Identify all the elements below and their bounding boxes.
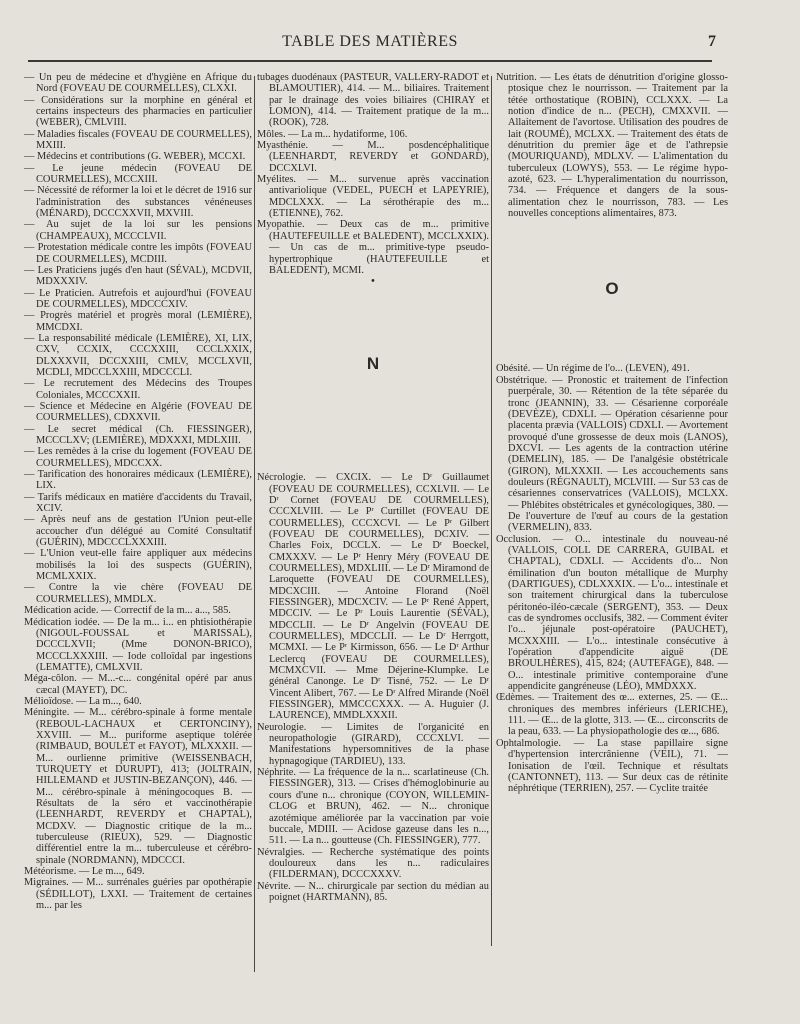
index-entry: Mélioïdose. — La m..., 640. [24,695,142,707]
index-entry: tubages duodénaux (PASTEUR, VALLERY-RADOT et BLAMOUTIER), 414. — M... biliaires. Traitement par le drainage des voies biliaires (CHIRAY et LOMON), 414. — Traitement pratique de la m... (ROOK), 728. [257,72,489,129]
index-entry: Migraines. — M... surrénales guéries par opothérapie (SÉDILLOT), LXXI. — Traitement de certaines m... par les [24,877,252,912]
index-entry: Méningite. — M... cérébro-spinale à forme mentale (REBOUL-LACHAUX et CERTONCINY), XXVIII. — M... puriforme aseptique tolérée (RIMBAUD, BOULET et FAYOT), MLXXXII. — M... ourlienne primitive (WEISSENBACH, TURQUETY et DURUPT), 413; (JOLTRAIN, HILLEMAND et JUSTIN-BEZANÇON), 446. — M... cérébro-spinale à méningocoques B. — Résultats de la séro et vaccinothérapie (LEENHARDT, REVERDY et CHAPTAL), MCDXV. — Diagnostic critique de la m... tuberculeuse (RIEUX), 529. — Diagnostic différentiel entre la m... tuberculeuse et cérébro-spinale (NORDMANN), MDCCCI. [24,707,252,866]
column-divider [491,76,492,946]
index-entry: — Science et Médecine en Algérie (FOVEAU DE COURMELLES), CDXXVII. [24,400,252,424]
section-letter: O [605,279,619,299]
index-entry: — Le jeune médecin (FOVEAU DE COURMELLES), MCCXIII. [24,162,252,186]
section-letter: N [366,354,380,374]
index-entry: — Le Praticien. Autrefois et aujourd'hui (FOVEAU DE COURMELLES), MDCCCXIV. [24,287,252,310]
column-2 [257,72,489,1012]
index-entry: — Le recrutement des Médecins des Troupes Coloniales, MCCCXXII. [24,378,252,401]
index-entry: Myopathie. — Deux cas de m... primitive (HAUTEFEUILLE et BALEDENT), MCCLXXIX). — Un cas de m... primitive-type pseudo-hypertrophique (HAUTEFEUILLE et BALEDENT), MCMI. [257,219,489,276]
index-entry: Ophtalmologie. — La stase papillaire signe d'hypertension intercrânienne (VEIL), 71. — Ionisation de l'œil. Technique et résultats (CANTONNET), 113. — Sur deux cas de rétinite néphrétique (TERRIEN), 257. — Cyclite traitée [496,737,728,795]
page-title: TABLE DES MATIÈRES [282,33,458,50]
index-entry: — Contre la vie chère (FOVEAU DE COURMELLES), MMDLX. [24,582,252,605]
index-entry: — Le secret médical (Ch. FIESSINGER), MCCCLXV; (LEMIÈRE), MDXXXI, MDLXIII. [24,423,252,446]
index-entry: Médication iodée. — De la m... i... en phtisiothérapie (NIGOUL-FOUSSAL et MARISSAL), DCCCLXVII; (Mme DONON-BRICO), MCCCLXXXIII. — Iode colloïdal par ingestions (LEMATTE), CMLXVII. [24,616,252,673]
page-header [28,30,716,62]
index-entry: Névralgies. — Recherche systématique des points douloureux dans les n... radiculaires (FILDERMAN), DCCCXXXV. [257,846,489,881]
index-entry: — L'Union veut-elle faire appliquer aux médecins mobilisés la loi des suspects (GUÉRIN), MCMLXXIX. [24,548,252,583]
index-entry: Neurologie. — Limites de l'organicité en neuropathologie (GIRARD), CCCXLVI. — Manifestations hypersomnitives de la phase hypnagogique (TARDIEU), 133. [257,721,489,767]
index-entry: — Après neuf ans de gestation l'Union peut-elle accoucher d'un délégué au Comité Consultatif (GUÉRIN), MDCCCLXXXIII. [24,514,252,549]
index-entry: Météorisme. — Le m..., 649. [24,866,145,878]
index-entry: — Médecins et contributions (G. WEBER), MCCXI. [24,151,246,163]
index-entry: Obstétrique. — Pronostic et traitement de l'infection puerpérale, 30. — Rétention de la tête séparée du tronc (JEANNIN), 33. — Césarienne corporéale (DEVÈZE), CDXLI. — Opération césarienne pour placenta prævia (VALLOIS) CDXLI. — Avortement provoqué d'une grossesse de deux mois (LANOS), DXCVI. — Les agents de la contraction utérine (DEMELIN), 185. — De l'analgésie obstétricale (GIRON), MLXXXII. — Les accouchements sans douleurs (RÉGNAULT), MCLVIII. — Sur 53 cas de césariennes conservatrices (VALLOIS), MCLXX. — Phlébites obstétricales et gynécologiques, 380. — De l'ouverture de l'œuf au cours de la gestation (VERMELIN), 833. [496,374,728,534]
index-entry: Myasthénie. — M... posdencéphalitique (LEENHARDT, REVERDY et GONDARD), DCCXLVI. [257,140,489,174]
index-entry: — Maladies fiscales (FOVEAU DE COURMELLES), MXIII. [24,128,252,152]
index-entry: Nutrition. — Les états de dénutrition d'origine glosso-ptosique chez le nourrisson. — Traitement par la tétée orthostatique (ROBIN), CCLXXX. — La notion d'indice de n... (PECH), CMXXVII. — Allaitement de l'avortose. Utilisation des poudres de lait (ROUMÉ), MCLXX. — Traitement des états de dénutrition du premier âge et de l'athrepsie (MOURIQUAND), MDLXV. — L'alimentation du tuberculeux (LOWYS), 553. — Le régime hypo-azoté, 623. — L'hyperalimentation du nourrisson, 734. — Fréquence et dangers de la sous-alimentation chez le nourrisson, 783. — Les nouvelles conceptions alimentaires, 873. [496,72,728,220]
index-entry: — Considérations sur la morphine en général et certains inspecteurs des pharmacies en particulier (WEBER), CMLVIII. [24,94,252,129]
index-entry: — Tarifs médicaux en matière d'accidents du Travail, XCIV. [24,491,252,515]
index-entry: — Les remèdes à la crise du logement (FOVEAU DE COURMELLES), MDCCXX. [24,446,252,469]
index-entry: — Nécessité de réformer la loi et le décret de 1916 sur l'administration des substances vénéneuses (MÉNARD), DCCCXXVII, MXVIII. [24,185,252,220]
index-entry: Méga-côlon. — M...-c... congénital opéré par anus cæcal (MAYET), DC. [24,673,252,696]
index-entry: Nécrologie. — CXCIX. — Le Dʳ Guillaumet (FOVEAU DE COURMELLES), CCXLVII. — Le Dʳ Cornet (FOVEAU DE COURMELLES), CCCXLVIII. — Le Pʳ Curtillet (FOVEAU DE COURMELLES), CCCXCVI. — Le Pʳ Gilbert (FOVEAU DE COURMELLES), DCXIV. — Charles Foix, DCCLX. — Le Dʳ Boeckel, CMXXXV. — Le Pʳ Henry Méry (FOVEAU DE COURMELLES), MDXLIII. — Le Dʳ Miramond de Laroquette (FOVEAU DE COURMELLES), MDCXCIII. — Antoine Florand (Noël FIESSINGER), MDCXCIV. — Le Pʳ René Appert, MDCCIV. — Le Pʳ Louis Laurentie (SÉVAL), MDCCLII. — Le Dʳ Angelvin (FOVEAU DE COURMELLES), MDCCLII. — Le Dʳ Herrgott, MCMXI. — Le Pʳ Kirmisson, 656. — Le Dʳ Arthur Leclercq (FOVEAU DE COURMELLES), MCMXCVII. — Mme Déjerine-Klumpke. Le général Canonge. Le Dʳ Tisné, 752. — Le Dʳ Vincent Alibert, 767. — Le Dʳ Alfred Mirande (Noël FIESSINGER), MMCCCXXX. — A. Huguier (J. LAURENCE), MMDLXXXII. [257,472,489,722]
index-entry: Œdèmes. — Traitement des œ... externes, 25. — Œ... chroniques des membres inférieurs (LERICHE), 111. — Œ... de la glotte, 313. — Œ... circonscrits de la peau, 633. — La physiopathologie des œ..., 686. [496,692,728,738]
index-entry: — Au sujet de la loi sur les pensions (CHAMPEAUX), MCCCLVII. [24,219,252,242]
ornament-dot: • [371,276,375,288]
index-entry: — Tarification des honoraires médicaux (LEMIÈRE), LIX. [24,469,252,492]
index-entry: — Les Praticiens jugés d'en haut (SÉVAL), MCDVII, MDXXXIV. [24,264,252,288]
column-1 [24,72,252,1012]
index-entry: Néphrite. — La fréquence de la n... scarlatineuse (Ch. FIESSINGER), 313. — Crises d'hémoglobinurie au cours d'une n... chronique (COYON, WILLEMIN-CLOG et BRUN), 462. — N... chronique azotémique améliorée par la vaccination par voie buccale, MDIII. — Acidose gazeuse dans les n..., 511. — La n... goutteuse (Ch. FIESSINGER), 777. [257,767,489,847]
index-entry: Obésité. — Un régime de l'o... (LEVEN), 491. [496,363,690,375]
index-entry: Occlusion. — O... intestinale du nouveau-né (VALLOIS, COLL DE CARRERA, GUIBAL et CHAPTAL), CDXLI. — Accidents d'o... Non émilination d'un bouton métallique de Murphy (DARTIGUES), CDLXXXIX. — L'o... intestinale et son traitement chirurgical dans la tuberculose péritonéo-iléo-cæcale (SERGENT), 353. — Deux cas de syndromes occlusifs, 382. — Comment éviter l'o... jéjunale post-opératoire (PAUCHET), MCXXXIII. — L'o... intestinale consécutive à l'opération d'appendicite aiguë (DE BROULHÈRES), 415, 824; (AUTEFAGE), 848. — O... intestinale primitive contemporaine d'une appendicite gangréneuse (LÉO), MMDXXX. [496,533,728,693]
index-entry: Névrite. — N... chirurgicale par section du médian au poignet (HARTMANN), 85. [257,880,489,903]
index-entry: — Protestation médicale contre les impôts (FOVEAU DE COURMELLES), MCDIII. [24,242,252,265]
index-entry: Môles. — La m... hydatiforme, 106. [257,128,408,140]
page-number: 7 [708,33,716,50]
index-entry: Myélites. — M... survenue après vaccination antivariolique (VEDEL, PUECH et LAPEYRIE), MDCLXXX. — La sérothérapie des m... (ETIENNE), 762. [257,174,489,220]
index-entry: — Un peu de médecine et d'hygiène en Afrique du Nord (FOVEAU DE COURMELLES), CLXXI. [24,72,252,95]
column-3 [496,72,728,1012]
column-divider [254,76,255,972]
index-entry: — Progrès matériel et progrès moral (LEMIÈRE), MMCDXI. [24,310,252,333]
index-entry: — La responsabilité médicale (LEMIÈRE), XI, LIX, CXV, CCXIX, CCCXXIII, CCCLXXIX, DLXXXVII, DCCXXIII, CMLV, MCCLXVII, MCDLI, MDCCLXXIII, MDCCCLI. [24,332,252,378]
index-entry: Médication acide. — Correctif de la m... a..., 585. [24,605,231,617]
